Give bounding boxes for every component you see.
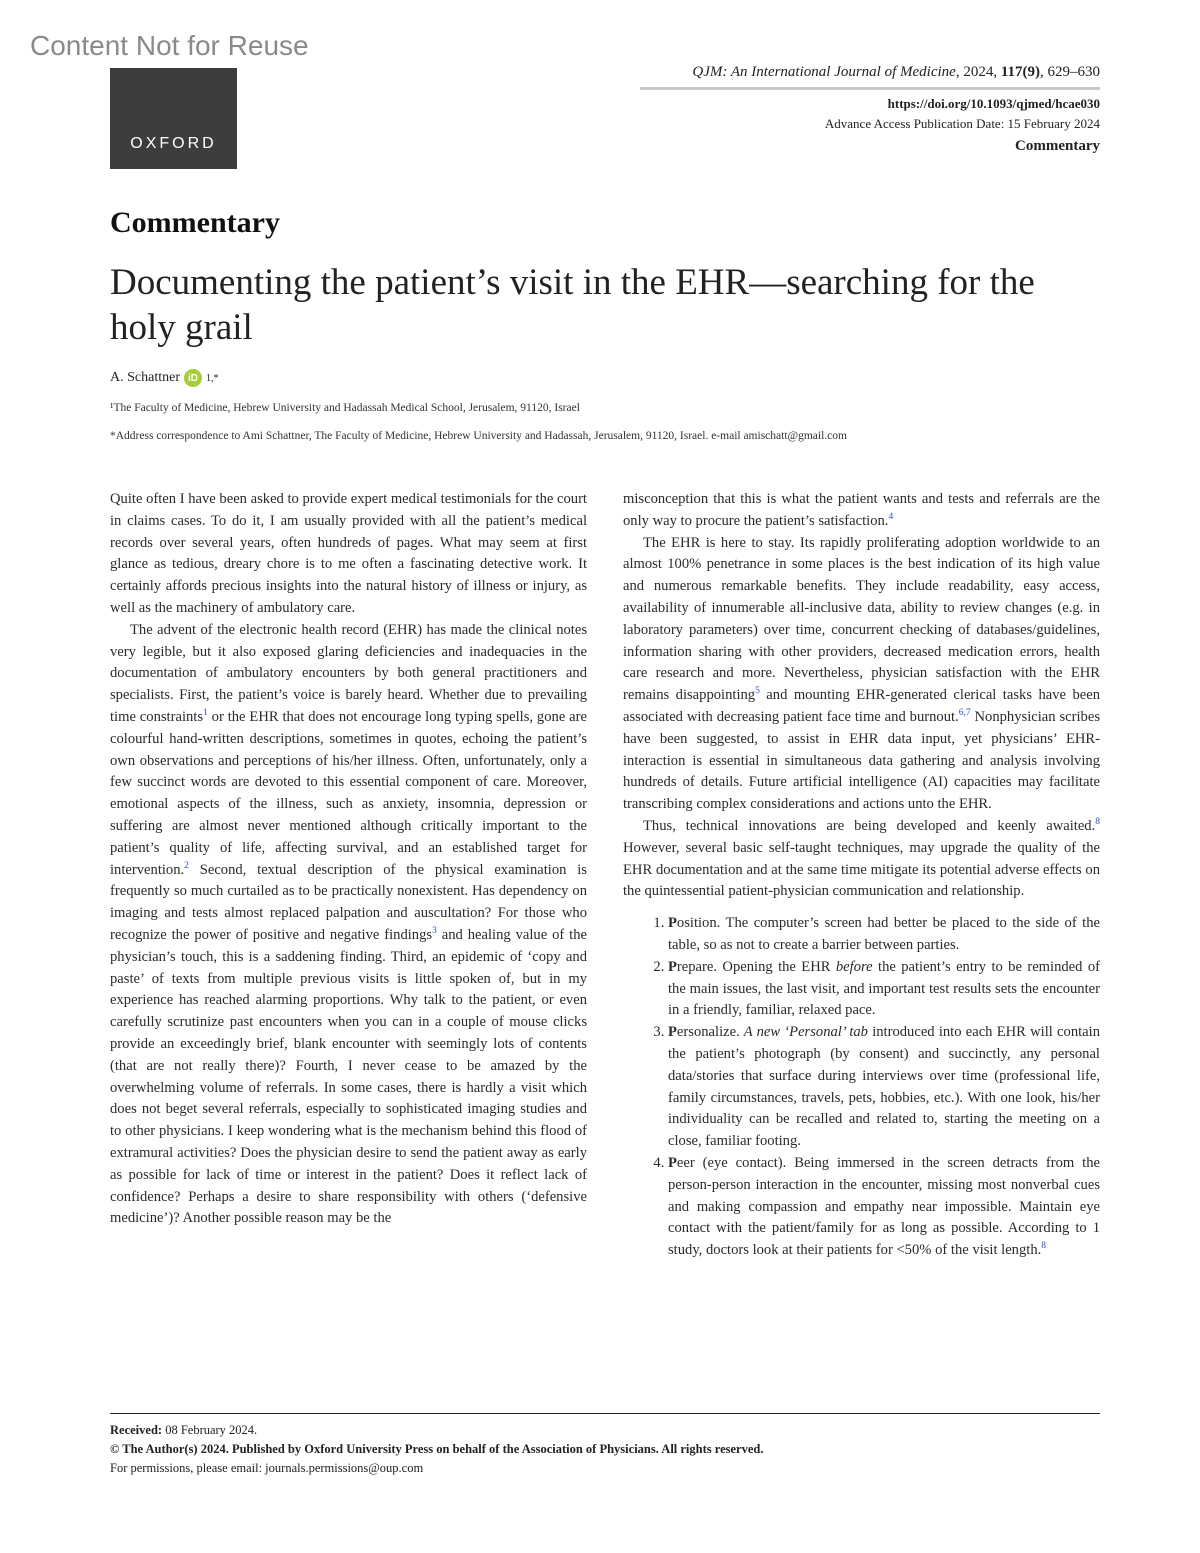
article-body bbox=[110, 489, 1100, 1262]
citation-link[interactable]: 8 bbox=[1095, 817, 1100, 828]
text-run: or the EHR that does not encourage long typing spells, gone are colourful hand-written descriptions, sometimes in quotes, echoing the patient’s own observations and perceptions of his/her illness. Often, unfortunately, only a few succinct words are devoted to this essential component of care. Moreover, emotional aspects of the illness, such as anxiety, insomnia, depression or suffering are almost never mentioned although critically important to the patient’s quality of life, affecting survival, and an established target for intervention. bbox=[110, 708, 587, 878]
permissions-notice[interactable]: For permissions, please email: journals.permissions@oup.com bbox=[110, 1461, 424, 1475]
text-run: The EHR is here to stay. Its rapidly proliferating adoption worldwide to an almost 100% penetrance in some places is the best indication of its high value and numerous remarkable benefits. They include readability, easy access, availability of innumerable all-inclusive data, ability to review changes (e.g. in laboratory parameters) over time, concurrent checking of databases/guidelines, information sharing with other providers, decreased medication errors, health care research and more. Nevertheless, physician satisfaction with the EHR remains disappointing bbox=[623, 534, 1100, 704]
author-line bbox=[110, 369, 218, 387]
paragraph bbox=[623, 816, 1100, 903]
step-initial: P bbox=[668, 958, 677, 975]
citation-link[interactable]: 1 bbox=[203, 708, 208, 719]
copyright-notice: © The Author(s) 2024. Published by Oxford University Press on behalf of the Association of Physicians. All rights reserved. bbox=[110, 1442, 764, 1456]
journal-name: QJM: An International Journal of Medicine bbox=[692, 64, 956, 80]
footer bbox=[110, 1421, 1100, 1478]
step-heading: repare. bbox=[676, 958, 718, 975]
list-item bbox=[668, 1022, 1100, 1153]
doi-link[interactable]: https://doi.org/10.1093/qjmed/hcae030 bbox=[887, 96, 1100, 111]
list-item bbox=[668, 957, 1100, 1022]
citation-link[interactable]: 2 bbox=[184, 860, 189, 871]
journal-citation bbox=[640, 64, 1100, 90]
step-initial: P bbox=[668, 1154, 677, 1171]
step-text: the patient’s entry to be reminded of the main issues, the last visit, and important test results sets the encounter in a friendly, familiar, relaxed pace. bbox=[668, 958, 1100, 1019]
oxford-logo bbox=[110, 68, 237, 169]
step-text: (eye contact). Being immersed in the screen detracts from the person-person interaction in the encounter, missing most nonverbal cues and making compassion and empathy near impossible. Maintain eye contact with the patient/family for as long as possible. According to 1 study, doctors look at their patients for <50% of the visit length. bbox=[668, 1154, 1100, 1259]
text-run: However, several basic self-taught techniques, may upgrade the quality of the EHR documentation and at the same time mitigate its potential adverse effects on the quintessential patient-physician communication and relationship. bbox=[623, 839, 1100, 900]
author-name[interactable]: A. Schattner bbox=[110, 370, 180, 385]
text-run: The advent of the electronic health record (EHR) has made the clinical notes very legible, but it also exposed glaring deficiencies and inadequacies in the documentation of ambulatory encounters by both general practitioners and specialists. First, the patient’s voice is barely heard. Whether due to prevailing time constraints bbox=[110, 621, 587, 725]
right-column bbox=[623, 489, 1100, 1262]
step-emphasis: before bbox=[835, 958, 873, 975]
received-label: Received: bbox=[110, 1423, 163, 1437]
text-run: Second, textual description of the physical examination is frequently so much curtailed as to be practically nonexistent. Has dependency on imaging and tests almost replaced palpation and auscultation? For those who recognize the power of positive and negative findings bbox=[110, 861, 587, 943]
journal-volume: 117(9) bbox=[1000, 64, 1040, 80]
article-title: Documenting the patient’s visit in the EHR—searching for the holy grail bbox=[110, 262, 1035, 348]
advance-access-date: Advance Access Publication Date: 15 February 2024 bbox=[824, 116, 1100, 131]
text-run: and healing value of the physician’s touch, this is a saddening finding. Third, an epidemic of ‘copy and paste’ of texts from multiple previous visits is little spoken of, but in my experience has reached alarming proportions. Why talk to the patient, or even carefully scrutinize past encounters when you can in a couple of mouse clicks provide an exceedingly brief, blank encounter with seemingly lots of contents (that are not really there)? Fourth, I never cease to be amazed by the overwhelming volume of referrals. In some cases, there is hardly a visit which does not beget several referrals, especially to sophisticated imaging studies and to other physicians. I keep wondering what is the mechanism behind this flood of extramural activities? Does the physician desire to send the patient away as early as possible for lack of time or interest in the patient? Does it reflect lack of confidence? Perhaps a desire to share responsibility with others (‘defensive medicine’)? Another possible reason may be the bbox=[110, 926, 588, 1227]
step-initial: P bbox=[668, 1024, 677, 1041]
list-item bbox=[668, 1153, 1100, 1262]
citation-link[interactable]: 4 bbox=[888, 511, 894, 522]
list-item bbox=[668, 913, 1100, 957]
step-heading: osition. bbox=[676, 915, 721, 932]
watermark: Content Not for Reuse bbox=[30, 30, 309, 61]
left-column bbox=[110, 489, 587, 1262]
journal-header bbox=[640, 64, 1100, 156]
journal-year: , 2024, bbox=[955, 64, 1001, 80]
footer-divider bbox=[110, 1413, 1100, 1414]
affiliation: ¹The Faculty of Medicine, Hebrew University and Hadassah Medical School, Jerusalem, 91120, Israel bbox=[110, 402, 580, 414]
recommendation-list bbox=[623, 913, 1100, 1262]
step-initial: P bbox=[668, 915, 677, 932]
citation-link[interactable]: 3 bbox=[432, 926, 437, 937]
paragraph bbox=[110, 620, 587, 1230]
paragraph: Quite often I have been asked to provide expert medical testimonials for the court in claims cases. To do it, I am usually provided with all the patient’s medical records over several years, often hundreds of pages. What may seem at first glance as tedious, dreary chore is to me often a fascinating detective work. It certainly affords precious insights into the natural history of illness or injury, as well as the machinery of ambulatory care. bbox=[110, 491, 587, 616]
text-run: misconception that this is what the patient wants and tests and referrals are the only way to procure the patient’s satisfaction. bbox=[623, 491, 1100, 529]
text-run: and mounting EHR-generated clerical tasks have been associated with decreasing patient face time and burnout. bbox=[623, 687, 1100, 725]
step-text: The computer’s screen had better be placed to the side of the table, so as not to create a barrier between parties. bbox=[668, 915, 1100, 953]
step-heading: eer bbox=[676, 1154, 695, 1171]
text-run: Nonphysician scribes have been suggested, to assist in EHR data input, yet physicians’ EHR-interaction is essential in simultaneous data gathering and analysis involving hundreds of details. Future artificial intelligence (AI) capacities may facilitate transcribing complex considerations and actions unto the EHR. bbox=[623, 708, 1100, 813]
orcid-icon[interactable]: iD bbox=[184, 369, 202, 387]
section-label: Commentary bbox=[110, 206, 280, 239]
citation-link[interactable]: 6,7 bbox=[958, 708, 971, 719]
correspondence-address: *Address correspondence to Ami Schattner, The Faculty of Medicine, Hebrew University and Hadassah, Jerusalem, 91120, Israel. e-mail amischatt@gmail.com bbox=[110, 430, 847, 442]
step-heading: ersonalize. bbox=[676, 1024, 740, 1041]
citation-link[interactable]: 8 bbox=[1041, 1241, 1047, 1252]
received-date: 08 February 2024. bbox=[162, 1423, 258, 1437]
journal-pages: , 629–630 bbox=[1040, 64, 1100, 80]
article-type: Commentary bbox=[1015, 138, 1100, 154]
received-line bbox=[110, 1421, 1100, 1440]
paragraph bbox=[623, 489, 1100, 533]
citation-link[interactable]: 5 bbox=[755, 686, 760, 697]
logo-text: OXFORD bbox=[130, 135, 217, 152]
step-text: Opening the EHR bbox=[717, 958, 836, 975]
step-emphasis: A new ‘Personal’ tab bbox=[739, 1024, 868, 1041]
author-superscript: 1,* bbox=[205, 372, 219, 384]
text-run: Thus, technical innovations are being developed and keenly awaited. bbox=[643, 817, 1096, 834]
step-text: introduced into each EHR will contain the patient’s photograph (by consent) and succinctly, any personal data/stories that surface during interviews over time (professional life, family circumstances, travels, pets, hobbies, etc.). With one look, his/her individuality can be recalled and related to, starting the meeting on a close, familiar footing. bbox=[668, 1024, 1100, 1150]
paragraph bbox=[623, 533, 1100, 816]
